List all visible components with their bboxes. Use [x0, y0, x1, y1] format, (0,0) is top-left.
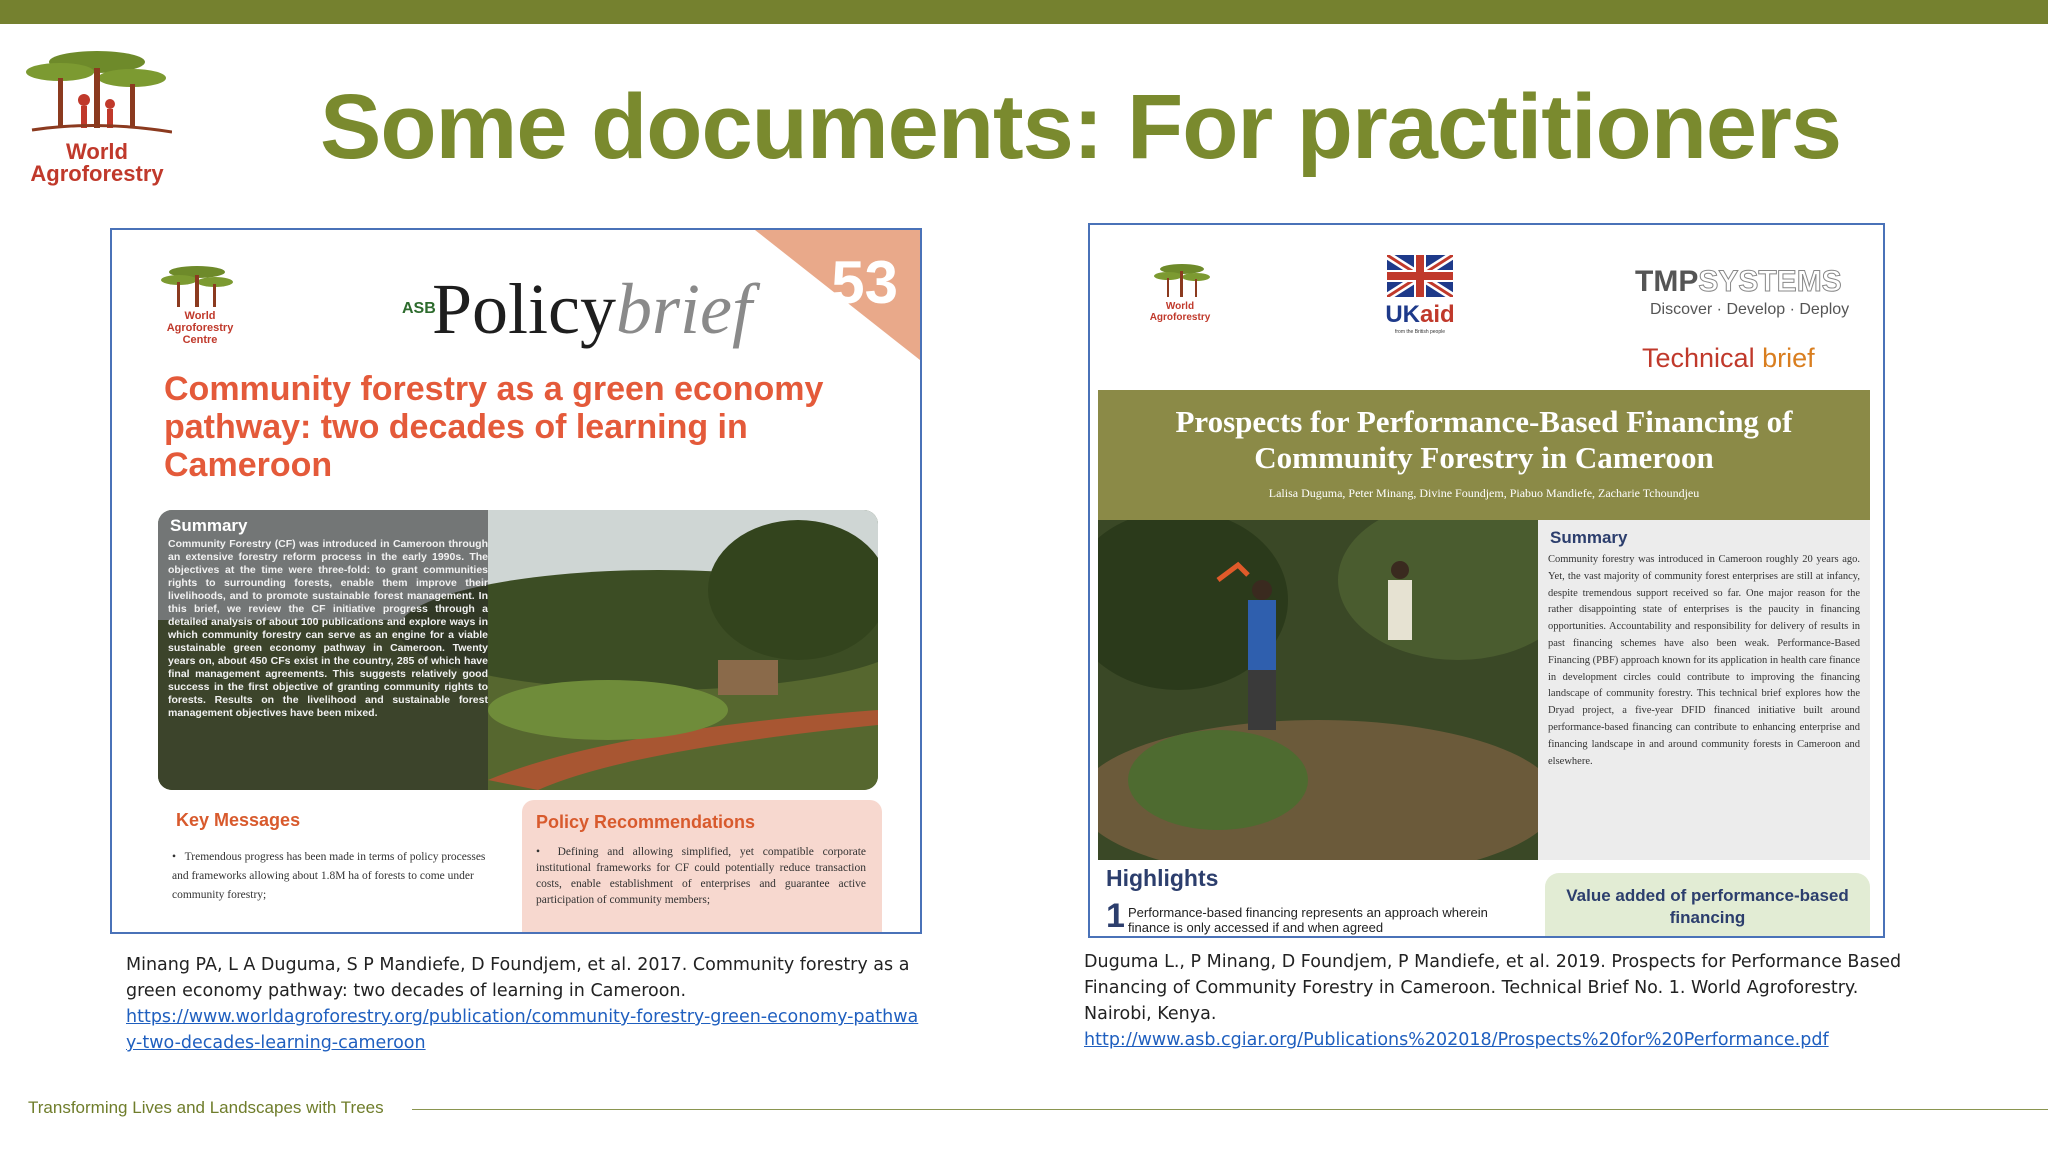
forest-road-photo: [158, 510, 878, 790]
summary-panel: [1538, 520, 1870, 860]
policy-brief-label: Policybrief: [432, 269, 752, 349]
policy-recommendations-heading: Policy Recommendations: [536, 812, 756, 832]
small-logo-text: World Agroforestry: [1149, 301, 1211, 323]
value-added-box: [1545, 873, 1870, 938]
summary-text: Community forestry was introduced in Cameroon roughly 20 years ago. Yet, the vast majority of community forest enterprises are still at infancy, despite tremendous support received so far. One major reason for the rather disappointing state of enterprises is the paucity in financing opportunities. Accountability and responsibility for delivery of results in past financing schemes have also been weak. Performance-Based Financing (PBF) approach known for its application in health care finance in development circles could contribute to improving the financing landscape of community forestry. This technical brief explores how the Dryad project, a five-year DFID financed initiative built around performance-based financing can contribute to enhancing enterprise and financing landscape in and around community forests in Cameroon and elsewhere.: [1548, 554, 1860, 767]
tree-logo-icon: [1152, 259, 1212, 299]
highlights-heading: Highlights: [1106, 865, 1219, 891]
highlight-number: 1: [1106, 897, 1125, 935]
small-logo-text: World Agroforestry Centre: [166, 310, 234, 346]
citation-2-link[interactable]: http://www.asb.cgiar.org/Publications%202018/Prospects%20for%20Performance.pdf: [1084, 1030, 1829, 1050]
summary-heading: Summary: [1550, 528, 1628, 547]
citation-2: [1084, 949, 1904, 1053]
brief-authors: Lalisa Duguma, Peter Minang, Divine Foundjem, Piabuo Mandiefe, Zacharie Tchoundjeu: [1268, 486, 1700, 500]
tmp-systems-logo: TMPSYSTEMS: [1635, 265, 1842, 298]
slide-title: Some documents: For practitioners: [320, 76, 1842, 178]
logo-text-agroforestry: Agroforestry: [30, 161, 164, 186]
technical-brief-label: Technical brief: [1642, 343, 1815, 373]
brief-title: Prospects for Performance-Based Financing of Community Forestry in Cameroon: [1175, 404, 1793, 475]
citation-2-text: Duguma L., P Minang, D Foundjem, P Mandiefe, et al. 2019. Prospects for Performance Based Financing of Community Forestry in Cameroon. Technical Brief No. 1. World Agroforestry. Nairobi, Kenya.: [1084, 952, 1902, 1024]
footer-divider: [412, 1109, 2048, 1110]
union-flag-icon: [1387, 255, 1453, 297]
citation-1-text: Minang PA, L A Duguma, S P Mandiefe, D Foundjem, et al. 2017. Community forestry as a green economy pathway: two decades of learning in Cameroon.: [126, 955, 910, 1001]
brief-heading: Community forestry as a green economy pathway: two decades of learning in Cameroon: [164, 370, 824, 484]
value-added-heading: Value added of performance-based financing: [1566, 886, 1849, 927]
ukaid-logo: UKaid from the British people: [1385, 255, 1455, 302]
summary-text: Community Forestry (CF) was introduced in Cameroon through an extensive forestry reform process in the early 1990s. The objectives at the time were three-fold: to grant communities rights to surrounding forests, enable them improve their livelihoods, and to promote sustainable forest management. In this brief, we review the CF initiative progress through a detailed analysis of about 100 publications and explore ways in which community forestry can serve as an engine for a viable sustainable green economy pathway in Cameroon. Twenty years on, about 450 CFs exist in the country, 285 of which have final management agreements. This suggests relatively good success in the first objective of granting community rights to forests. Results on the livelihood and sustainable forest management objectives have been mixed.: [168, 538, 488, 719]
top-bar: [0, 0, 2048, 24]
tree-logo-icon: [22, 40, 172, 140]
policy-recommendations-box: [522, 800, 882, 934]
asb-label: ASB: [402, 300, 436, 317]
world-agroforestry-logo: [22, 40, 172, 190]
summary-heading: Summary: [170, 516, 248, 535]
title-band: [1098, 390, 1870, 520]
brief-number: 53: [831, 249, 898, 316]
citation-1-link[interactable]: https://www.worldagroforestry.org/publication/community-forestry-green-economy-pathway-two-decades-learning-cameroon: [126, 1007, 919, 1053]
tmp-tagline: Discover · Develop · Deploy: [1650, 301, 1850, 318]
policy-brief-image: [110, 228, 922, 934]
highlight-item: Performance-based financing represents an approach wherein finance is only accessed if and when agreed: [1128, 905, 1488, 935]
citation-1: [126, 952, 926, 1056]
footer-tagline: Transforming Lives and Landscapes with Trees: [28, 1098, 384, 1117]
policy-recommendation-item: • Defining and allowing simplified, yet compatible corporate institutional frameworks for CF could potentially reduce transaction costs, enable establishment of enterprises and guarantee active participation of community members;: [536, 846, 867, 906]
tree-logo-icon: [157, 260, 237, 310]
key-messages-heading: Key Messages: [176, 810, 301, 830]
technical-brief-image: [1088, 223, 1885, 938]
logo-text-world: World: [66, 139, 128, 164]
key-message-item: • Tremendous progress has been made in terms of policy processes and frameworks allowing about 1.8M ha of forests to come under community forestry;: [172, 851, 486, 901]
forest-workers-photo: [1098, 520, 1538, 860]
